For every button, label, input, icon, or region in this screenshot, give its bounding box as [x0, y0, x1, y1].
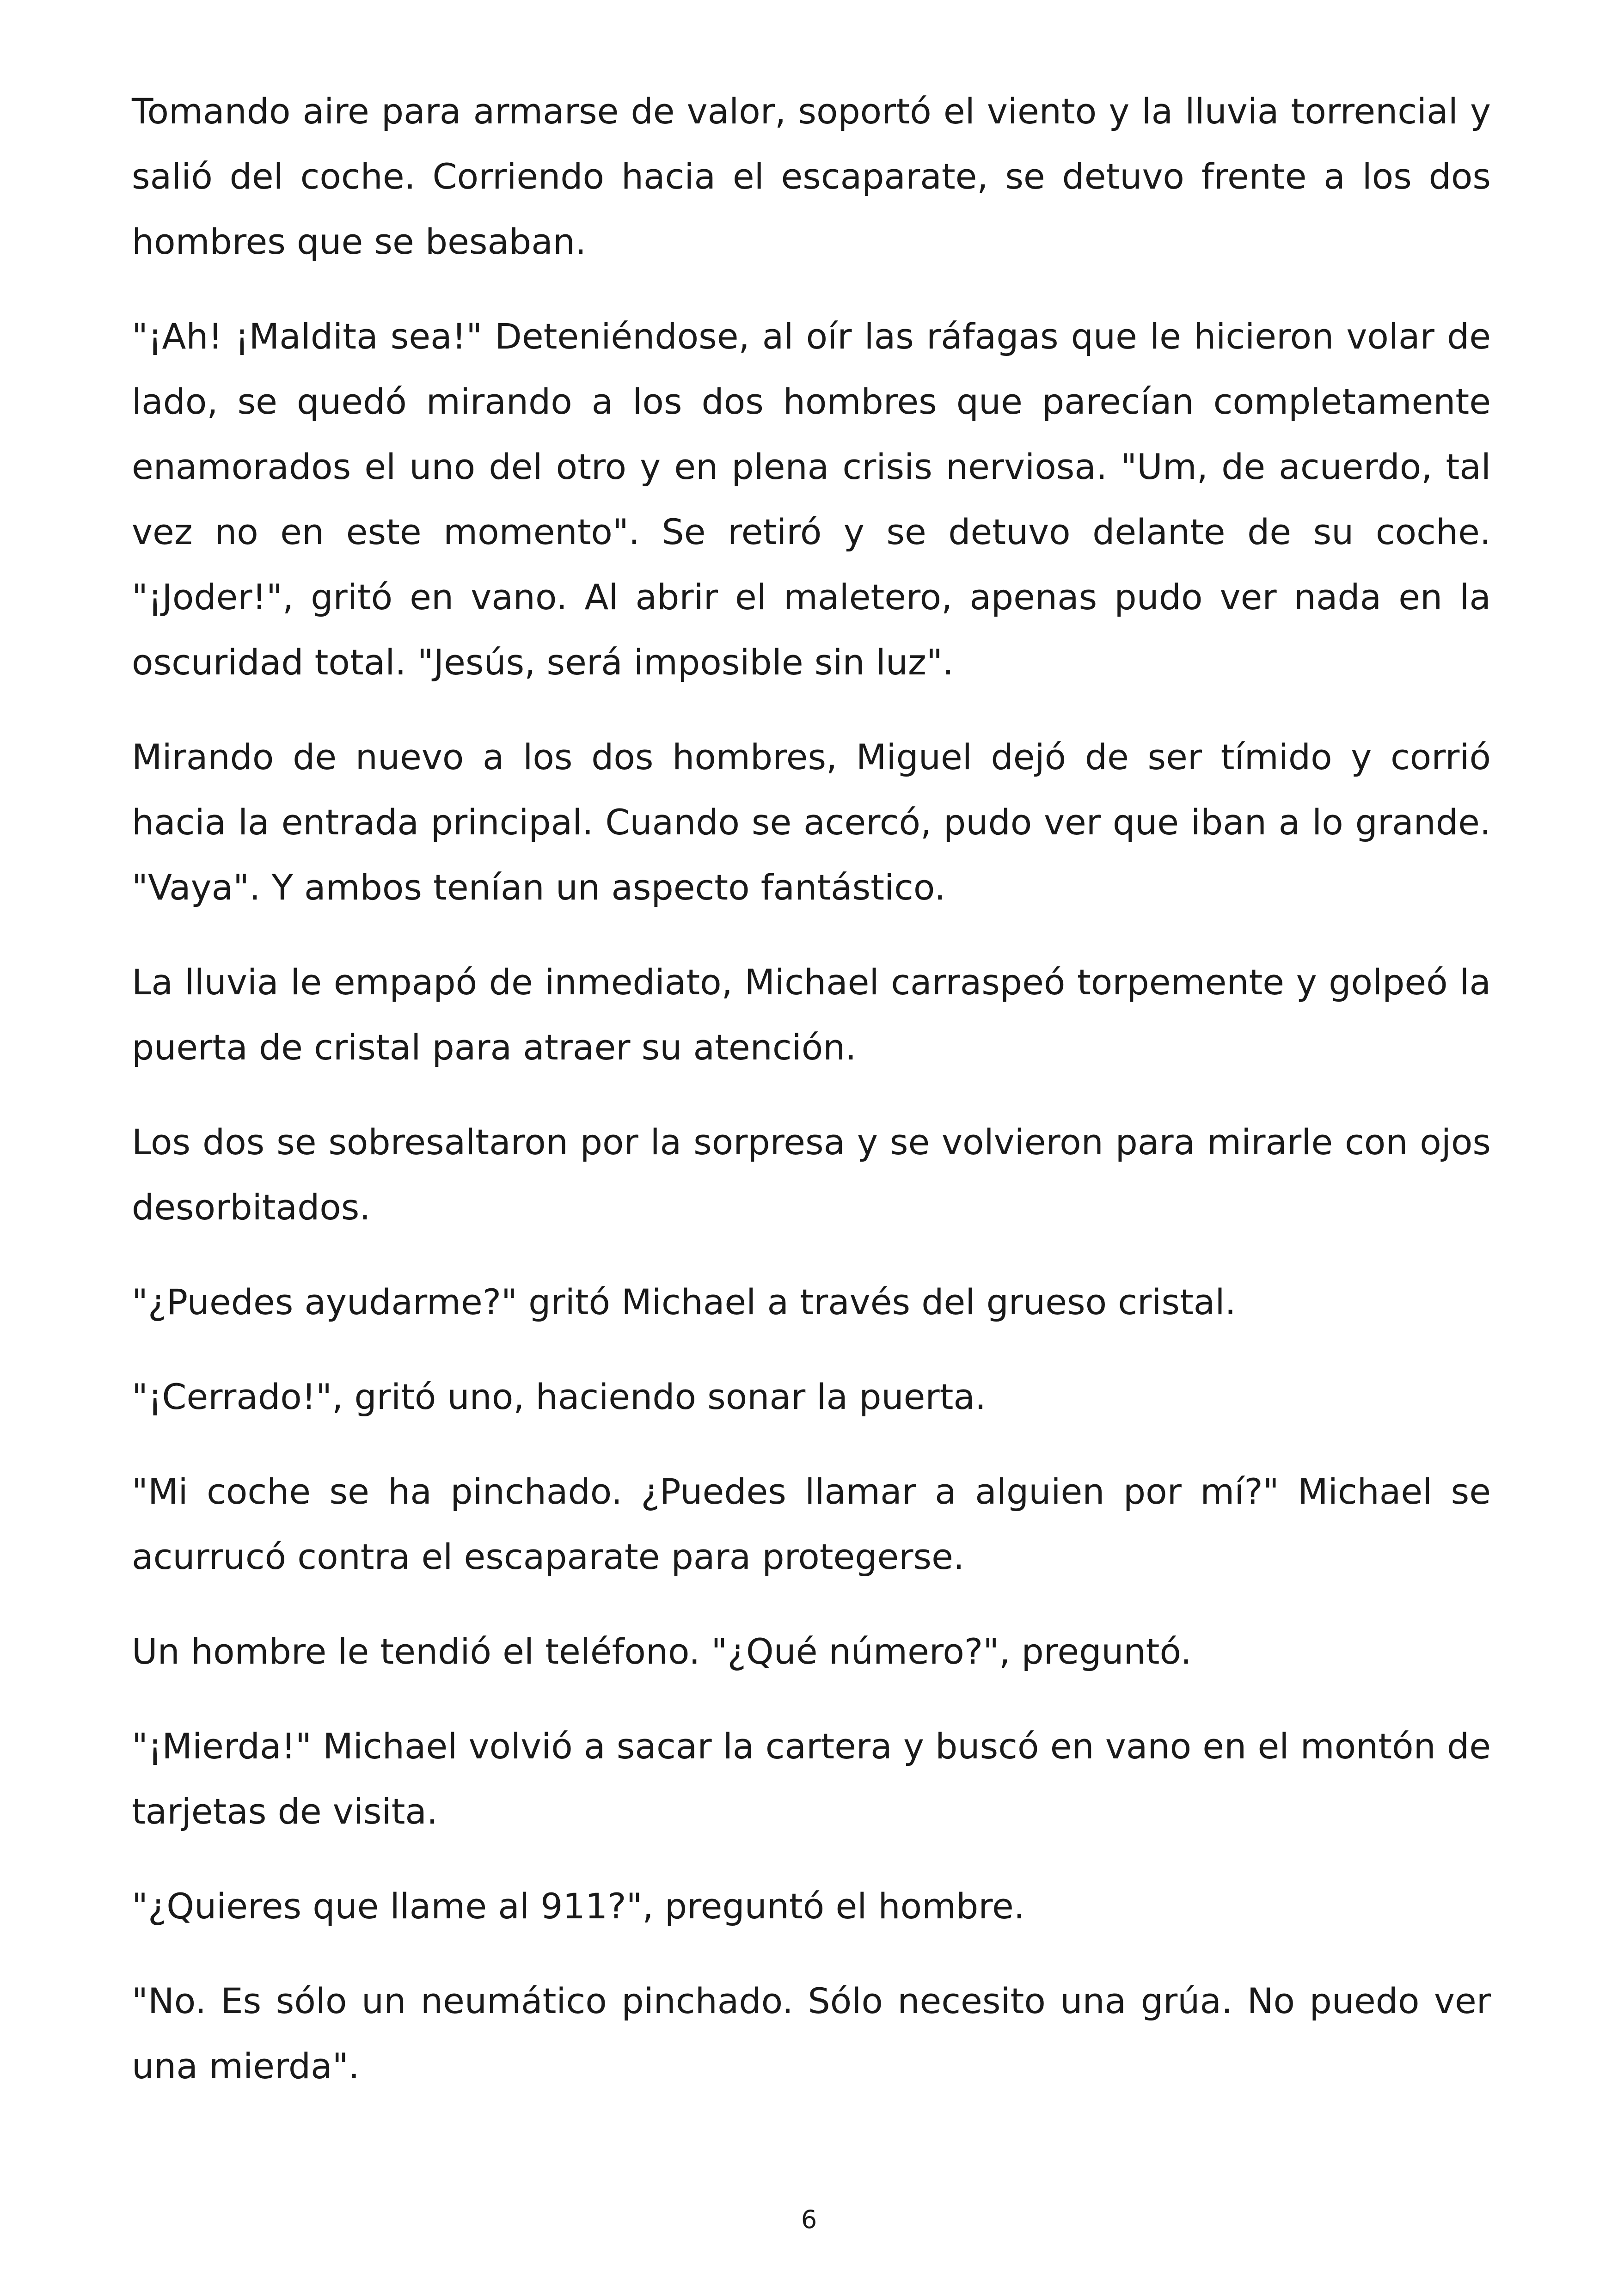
paragraph: "¡Mierda!" Michael volvió a sacar la cartera y buscó en vano en el montón de tarjetas de visita.: [132, 1726, 1491, 1832]
paragraph: "¡Cerrado!", gritó uno, haciendo sonar la puerta.: [132, 1376, 987, 1417]
paragraph: "Mi coche se ha pinchado. ¿Puedes llamar a alguien por mí?" Michael se acurrucó contra el escaparate para protegerse.: [132, 1471, 1491, 1577]
page-number: 6: [801, 2205, 817, 2234]
paragraph: "¡Ah! ¡Maldita sea!" Deteniéndose, al oír las ráfagas que le hicieron volar de lado, se quedó mirando a los dos hombres que parecían completamente enamorados el uno del otro y en plena crisis nerviosa. "Um, de acuerdo, tal vez no en este momento". Se retiró y se detuvo delante de su coche. "¡Joder!", gritó en vano. Al abrir el maletero, apenas pudo ver nada en la oscuridad total. "Jesús, será imposible sin luz".: [132, 316, 1491, 683]
paragraph: La lluvia le empapó de inmediato, Michael carraspeó torpemente y golpeó la puerta de cristal para atraer su atención.: [132, 961, 1491, 1068]
paragraph: Los dos se sobresaltaron por la sorpresa y se volvieron para mirarle con ojos desorbitados.: [132, 1121, 1491, 1228]
paragraph: Un hombre le tendió el teléfono. "¿Qué número?", preguntó.: [132, 1631, 1192, 1672]
paragraph: "¿Puedes ayudarme?" gritó Michael a través del grueso cristal.: [132, 1281, 1236, 1322]
paragraph: Mirando de nuevo a los dos hombres, Miguel dejó de ser tímido y corrió hacia la entrada principal. Cuando se acercó, pudo ver que iban a lo grande. "Vaya". Y ambos tenían un aspecto fantástico.: [132, 736, 1491, 908]
paragraph: "¿Quieres que llame al 911?", preguntó el hombre.: [132, 1886, 1025, 1927]
paragraph: "No. Es sólo un neumático pinchado. Sólo necesito una grúa. No puedo ver una mierda".: [132, 1980, 1491, 2087]
paragraph: Tomando aire para armarse de valor, soportó el viento y la lluvia torrencial y salió del coche. Corriendo hacia el escaparate, se detuvo frente a los dos hombres que se besaban.: [132, 91, 1491, 262]
body-text: [132, 79, 1491, 2128]
